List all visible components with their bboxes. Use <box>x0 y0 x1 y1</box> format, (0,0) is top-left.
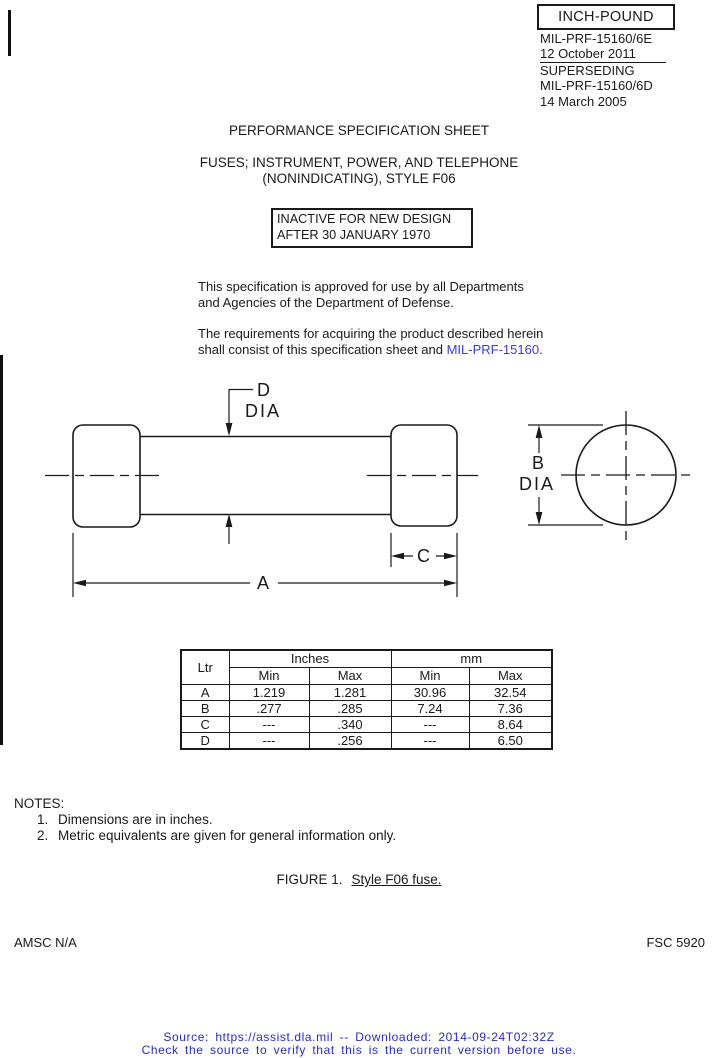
cell-in-min: .277 <box>229 701 309 717</box>
cell-in-max: .340 <box>309 717 391 733</box>
requirements-line-1: The requirements for acquiring the product described herein <box>198 326 544 341</box>
approval-paragraph <box>198 279 578 311</box>
subject-line-1: FUSES; INSTRUMENT, POWER, AND TELEPHONE <box>199 155 519 170</box>
cell-mm-min: --- <box>391 733 469 750</box>
fuse-end-view <box>519 411 691 540</box>
requirements-line-2 <box>198 342 578 358</box>
inactive-notice-line-2: AFTER 30 JANUARY 1970 <box>277 227 431 242</box>
table-group-header-row <box>181 650 552 668</box>
note-text: Metric equivalents are given for general information only. <box>58 828 397 844</box>
table-row <box>181 733 552 750</box>
note-text: Dimensions are in inches. <box>58 812 213 827</box>
fuse-technical-drawing <box>0 370 718 620</box>
cell-mm-max: 7.36 <box>469 701 552 717</box>
dim-d-arrow-down <box>226 423 233 436</box>
cell-mm-min: --- <box>391 717 469 733</box>
table-row <box>181 685 552 701</box>
cell-in-max: .285 <box>309 701 391 717</box>
fuse-side-view <box>45 380 478 597</box>
cell-ltr: B <box>181 701 229 717</box>
dim-label-b: B <box>532 453 545 473</box>
note-number: 2. <box>37 828 49 844</box>
subject-line-2: (NONINDICATING), STYLE F06 <box>262 171 456 186</box>
dimension-table <box>180 649 553 750</box>
inactive-for-new-design-notice <box>271 208 473 248</box>
cell-mm-max: 6.50 <box>469 733 552 750</box>
document-date: 12 October 2011 <box>540 46 666 62</box>
cell-ltr: D <box>181 733 229 750</box>
table-subheader-row <box>181 668 552 685</box>
col-header-ltr: Ltr <box>181 650 229 685</box>
dim-c-arrow-left <box>391 553 404 559</box>
col-group-inches: Inches <box>229 650 391 668</box>
cell-in-max: .256 <box>309 733 391 750</box>
table-row <box>181 717 552 733</box>
cell-mm-min: 30.96 <box>391 685 469 701</box>
requirements-line-2-text: shall consist of this specification sheet and <box>198 341 447 357</box>
requirements-line-2-period: . <box>539 341 543 357</box>
dim-c-arrow-right <box>444 553 457 559</box>
approval-line-1: This specification is approved for use by all Departments <box>198 279 524 294</box>
note-item <box>37 812 396 828</box>
superseding-label: SUPERSEDING <box>540 62 635 78</box>
dim-label-d-dia: DIA <box>245 401 282 421</box>
superseded-document-number: MIL-PRF-15160/6D <box>540 78 653 94</box>
download-source-line: Source: https://assist.dla.mil -- Downloaded: 2014-09-24T02:32Z <box>163 1030 555 1044</box>
cell-in-min: --- <box>229 733 309 750</box>
cell-in-min: --- <box>229 717 309 733</box>
requirements-paragraph <box>198 326 578 358</box>
inch-pound-label: INCH-POUND <box>558 9 654 25</box>
fsc-code: FSC 5920 <box>646 935 705 950</box>
document-number: MIL-PRF-15160/6E <box>540 31 652 46</box>
superseded-document-date: 14 March 2005 <box>540 93 627 109</box>
mil-prf-15160-link[interactable]: MIL-PRF-15160 <box>446 341 540 357</box>
source-verify-line: Check the source to verify that this is the current version before use. <box>141 1043 577 1057</box>
approval-line-2: and Agencies of the Department of Defense. <box>198 294 454 310</box>
dim-label-c: C <box>417 546 430 566</box>
page-title: PERFORMANCE SPECIFICATION SHEET <box>228 123 490 138</box>
cell-in-max: 1.281 <box>309 685 391 701</box>
cell-mm-min: 7.24 <box>391 701 469 717</box>
cell-ltr: A <box>181 685 229 701</box>
change-bar-top <box>8 10 11 56</box>
cell-ltr: C <box>181 717 229 733</box>
notes-list <box>37 812 396 845</box>
note-item <box>37 828 396 844</box>
dim-b-arrow-down <box>536 512 543 525</box>
inactive-notice-line-1: INACTIVE FOR NEW DESIGN <box>277 212 452 226</box>
col-header-inches-min: Min <box>229 668 309 685</box>
col-header-mm-max: Max <box>469 668 552 685</box>
dim-d-arrow-up <box>226 514 233 527</box>
figure-caption-title: Style F06 fuse. <box>351 872 442 887</box>
document-id-block <box>540 31 666 109</box>
col-header-inches-max: Max <box>309 668 391 685</box>
dim-label-a: A <box>257 573 270 593</box>
cell-mm-max: 32.54 <box>469 685 552 701</box>
dim-label-b-dia: DIA <box>519 474 556 494</box>
col-group-mm: mm <box>391 650 552 668</box>
amsc-code: AMSC N/A <box>14 935 77 950</box>
dim-a-arrow-left <box>73 580 86 586</box>
document-date-row <box>540 46 666 62</box>
table-row <box>181 701 552 717</box>
col-header-mm-min: Min <box>391 668 469 685</box>
dim-a-arrow-right <box>444 580 457 586</box>
figure-caption <box>7 872 711 887</box>
cell-in-min: 1.219 <box>229 685 309 701</box>
dim-b-arrow-up <box>536 425 543 438</box>
notes-heading: NOTES: <box>14 796 65 811</box>
subject-title <box>7 155 711 187</box>
figure-caption-number: FIGURE 1. <box>276 872 343 887</box>
note-number: 1. <box>37 812 49 827</box>
cell-mm-max: 8.64 <box>469 717 552 733</box>
dim-label-d: D <box>257 380 270 400</box>
inch-pound-designation-box <box>537 4 675 30</box>
